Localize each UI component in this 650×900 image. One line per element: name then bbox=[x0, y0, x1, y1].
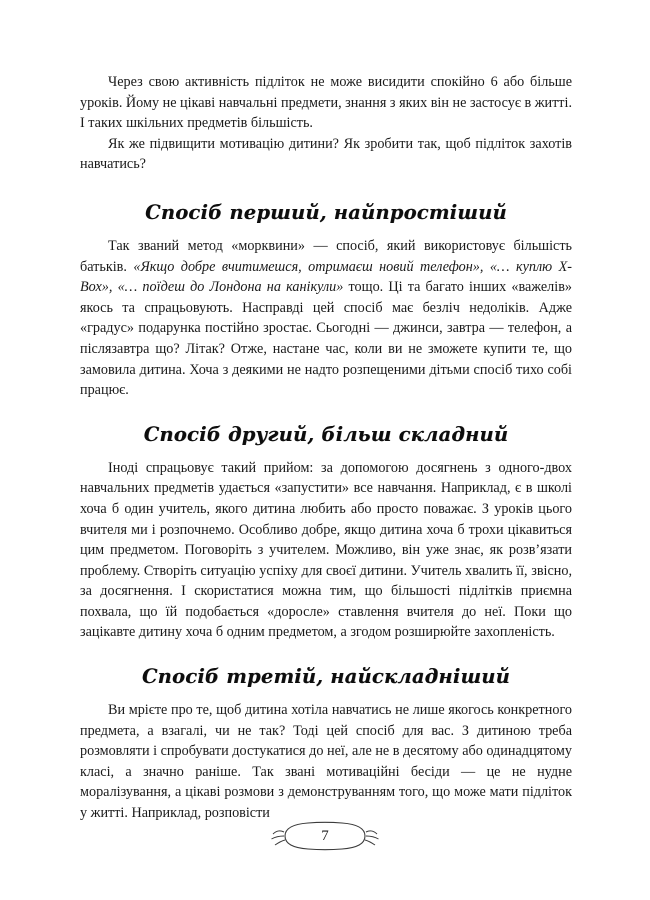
section-heading-2: Спосіб другий, більш складний bbox=[143, 422, 509, 446]
section-heading-3: Спосіб третій, найскладніший bbox=[141, 665, 511, 689]
page-footer bbox=[0, 816, 650, 856]
section-1-paragraph-1 bbox=[80, 236, 572, 401]
run-text: Ви мрієте про те, щоб дитина хотіла навчатись не лише якогось конкретного предмета, а взагалі, чи не так? Тоді цей спосіб для вас. З дитиною треба розмовляти і спробувати достукатися до неї, але не в десятому або одинадцятому класі, а значно раніше. Так звані мотиваційні бесіди — це не нудне моралізування, а цікаві розмови з демонструванням того, що може мати підліток у житті. Наприклад, розповісти bbox=[80, 702, 572, 822]
run-text-italic: «Якщо добре вчитимешся, отримаєш новий телефон», «… куплю Х-Вох», «… поїдеш до Лондона на канікули» bbox=[80, 258, 572, 296]
section-3-paragraph-1 bbox=[80, 700, 572, 824]
intro-paragraph-2: Як же підвищити мотивацію дитини? Як зробити так, щоб підліток захотів навчатись? bbox=[80, 135, 572, 173]
page-number: 7 bbox=[321, 827, 329, 844]
section-2-paragraph-1 bbox=[80, 458, 572, 643]
intro-paragraph-1: Через свою активність підліток не може висидити спокійно 6 або більше уроків. Йому не цікаві навчальні предмети, знання з яких він не застосує в житті. І таких шкільних предметів більшість. bbox=[80, 74, 572, 132]
page-number-ornament bbox=[270, 819, 380, 853]
section-heading-1: Спосіб перший, найпростіший bbox=[145, 200, 507, 224]
intro-block bbox=[80, 72, 572, 175]
run-text: Іноді спрацьовує такий прийом: за допомогою досягнень з одного-двох навчальних предметів удається «запустити» все навчання. Наприклад, є в школі хоча б один учитель, якого дитина любить або просто поважає. З уроків цього вчителя ми і розпочнемо. Особливо добре, якщо дитина хоча б трохи цікавиться цим предметом. Поговоріть з учителем. Можливо, він уже знає, як розв’язати проблему. Створіть ситуацію успіху для своєї дитини. Учитель хвалить її, звісно, за досягнення. І скористатися можна тим, що більшості підлітків приємна похвала, що їй подобається «доросле» ставлення вчителя до неї. Поки що зацікавте дитину хоча б одним предметом, а згодом розширюйте захопленість. bbox=[80, 459, 572, 641]
run-text: тощо. Ці та багато інших «важелів» якось та спрацьовують. Насправді цей спосіб має безліч недоліків. Адже «градус» подарунка постійно зростає. Сьогодні — джинси, завтра — телефон, а післязавтра що? Літак? Отже, настане час, коли ви не зможете купити те, що замовила дитина. Хоча з деякими не надто розпещеними дітьми спосіб тихо собі працює. bbox=[80, 279, 572, 399]
run-text: Так званий метод «морквини» — спосіб, який використовує більшість батьків. bbox=[80, 237, 572, 275]
